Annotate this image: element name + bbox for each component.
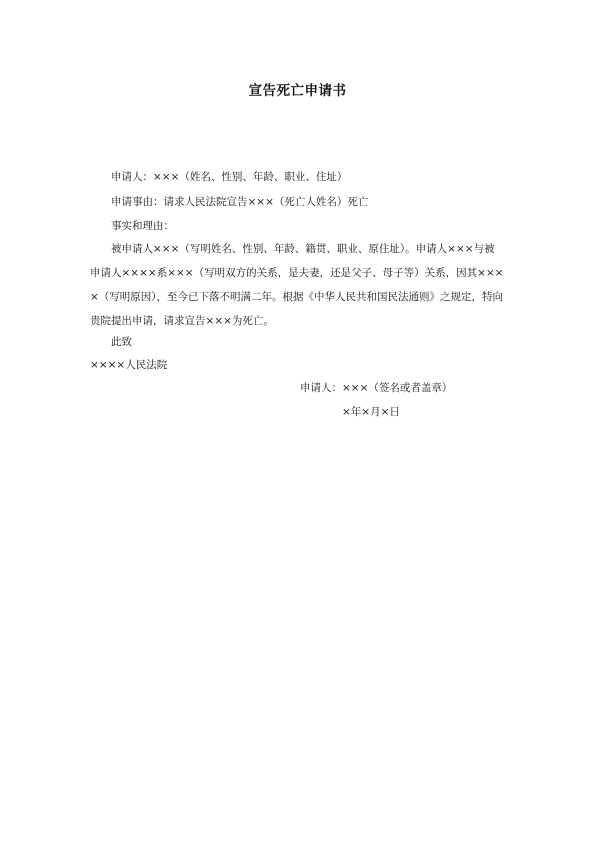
facts-body-line: ×（写明原因），至今已下落不明满二年。根据《中华人民共和国民法通则》之规定，特向 <box>90 291 504 303</box>
signature-line: 申请人：×××（签名或者盖章） <box>300 382 453 394</box>
court-name: ××××人民法院 <box>90 359 168 371</box>
request-line: 申请事由：请求人民法院宣告×××（死亡人姓名）死亡 <box>111 196 369 208</box>
salutation: 此致 <box>111 336 132 348</box>
facts-heading: 事实和理由： <box>111 220 174 232</box>
facts-body-line: 申请人××××系×××（写明双方的关系，是夫妻，还是父子、母子等）关系，因其××× <box>90 267 504 279</box>
facts-body-line: 贵院提出申请，请求宣告×××为死亡。 <box>90 315 274 327</box>
applicant-line: 申请人：×××（姓名、性别、年龄、职业、住址） <box>111 171 348 183</box>
date-line: ×年×月×日 <box>342 406 400 418</box>
document-title: 宣告死亡申请书 <box>248 83 347 99</box>
facts-body-line: 被申请人×××（写明姓名、性别、年龄、籍贯、职业、原住址）。申请人×××与被 <box>111 243 495 255</box>
